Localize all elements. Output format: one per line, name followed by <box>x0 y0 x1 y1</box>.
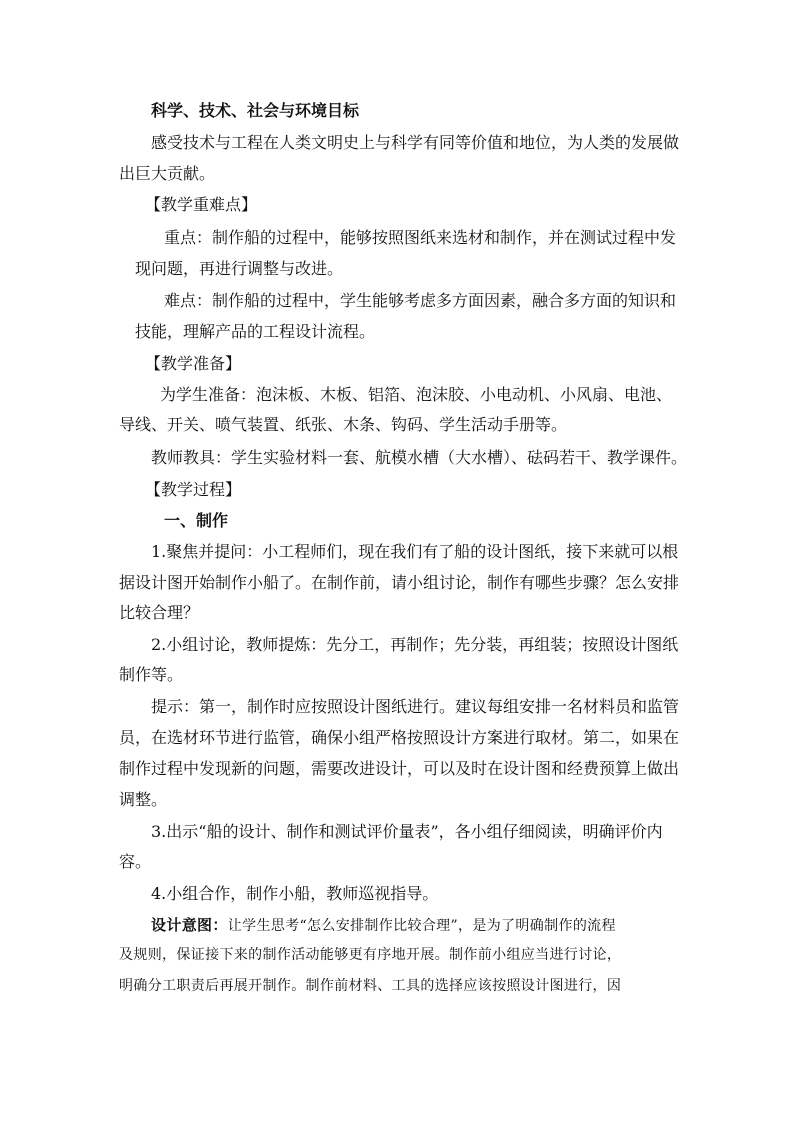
key-point-line: 现问题，再进行调整与改进。 <box>135 259 344 278</box>
step-three-line: 3.出示“船的设计、制作和测试评价量表”，各小组仔细阅读，明确评价内 <box>151 822 663 841</box>
student-materials-line: 导线、开关、喷气装置、纸张、木条、钩码、学生活动手册等。 <box>119 415 568 434</box>
step-two-line: 2.小组讨论，教师提炼：先分工，再制作；先分装，再组装；按照设计图纸 <box>151 635 679 654</box>
step-one-line: 比较合理？ <box>119 603 200 622</box>
step-one-line: 据设计图开始制作小船了。在制作前，请小组讨论，制作有哪些步骤？怎么安排 <box>119 573 680 592</box>
key-difficult-heading: 【教学重难点】 <box>145 195 258 214</box>
design-intent-line: 明确分工职责后再展开制作。制作前材料、工具的选择应该按照设计图进行，因 <box>119 978 622 994</box>
preparation-heading: 【教学准备】 <box>145 354 242 373</box>
step-three-line: 容。 <box>119 852 152 871</box>
design-intent-line: 及规则，保证接下来的制作活动能够更有序地开展。制作前小组应当进行讨论， <box>119 947 622 963</box>
tip-line: 提示：第一，制作时应按照设计图纸进行。建议每组安排一名材料员和监管 <box>151 697 680 716</box>
tip-line: 制作过程中发现新的问题，需要改进设计，可以及时在设计图和经费预算上做出 <box>119 759 680 778</box>
goal-title: 科学、技术、社会与环境目标 <box>151 101 360 120</box>
design-intent-text: 让学生思考“怎么安排制作比较合理”，是为了明确制作的流程 <box>227 918 616 934</box>
difficult-point-line: 难点：制作船的过程中，学生能够考虑多方面因素，融合多方面的知识和 <box>164 291 677 310</box>
design-intent-label: 设计意图： <box>151 916 228 934</box>
tip-line: 员，在选材环节进行监管，确保小组严格按照设计方案进行取材。第二，如果在 <box>119 728 680 747</box>
step-four-line: 4.小组合作，制作小船，教师巡视指导。 <box>151 884 439 903</box>
teacher-materials-line: 教师教具：学生实验材料一套、航模水槽（大水槽）、砝码若干、教学课件。 <box>151 448 688 467</box>
design-intent-line <box>151 913 616 937</box>
goal-body-line: 出巨大贡献。 <box>119 164 216 183</box>
part-one-title: 一、制作 <box>164 511 229 530</box>
tip-line: 调整。 <box>119 790 168 809</box>
difficult-point-line: 技能，理解产品的工程设计流程。 <box>135 322 376 341</box>
student-materials-line: 为学生准备：泡沫板、木板、铝箔、泡沫胶、小电动机、小风扇、电池、 <box>160 385 673 404</box>
goal-body-line: 感受技术与工程在人类文明史上与科学有同等价值和地位，为人类的发展做 <box>151 133 680 152</box>
key-point-line: 重点：制作船的过程中，能够按照图纸来选材和制作，并在测试过程中发 <box>164 228 677 247</box>
step-two-line: 制作等。 <box>119 665 184 684</box>
process-heading: 【教学过程】 <box>145 480 242 499</box>
step-one-line: 1.聚焦并提问：小工程师们，现在我们有了船的设计图纸，接下来就可以根 <box>151 542 679 561</box>
